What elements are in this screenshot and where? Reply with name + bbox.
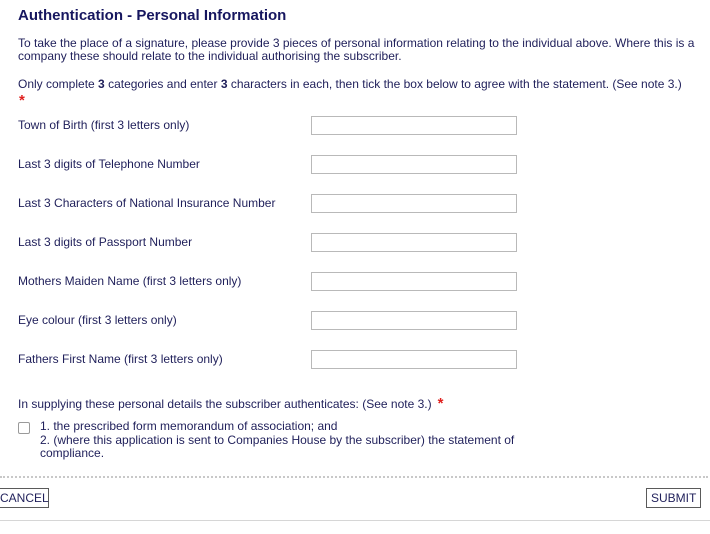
footer-divider: [0, 520, 710, 521]
field-national-insurance: [0, 194, 710, 214]
field-telephone: [0, 155, 710, 175]
town-of-birth-input[interactable]: [311, 116, 517, 135]
agreement-statement: [40, 420, 540, 461]
national-insurance-input[interactable]: [311, 194, 517, 213]
field-passport: [0, 233, 710, 253]
instruction-count-characters: 3: [220, 77, 228, 91]
instruction-part-1: Only complete: [18, 77, 99, 91]
statement-line-1: 1. the prescribed form memorandum of association; and: [40, 419, 338, 433]
field-label: Last 3 digits of Passport Number: [18, 235, 193, 249]
field-fathers-first-name: [0, 350, 710, 370]
field-label: Last 3 Characters of National Insurance Number: [18, 196, 276, 210]
field-mothers-maiden-name: [0, 272, 710, 292]
field-town-of-birth: [0, 116, 710, 136]
fathers-first-name-input[interactable]: [311, 350, 517, 369]
instruction-part-3: characters in each, then tick the box below to agree with the statement. (See note 3.): [227, 77, 682, 91]
field-label: Town of Birth (first 3 letters only): [18, 118, 190, 132]
required-marker: *: [19, 92, 25, 109]
eye-colour-input[interactable]: [311, 311, 517, 330]
section-divider: [0, 476, 708, 478]
field-eye-colour: [0, 311, 710, 331]
statement-line-2: 2. (where this application is sent to Companies House by the subscriber) the statement of compliance.: [40, 432, 515, 460]
required-marker: *: [437, 395, 444, 412]
field-label: Fathers First Name (first 3 letters only): [18, 352, 223, 366]
agree-checkbox[interactable]: [18, 422, 30, 434]
passport-digits-input[interactable]: [311, 233, 517, 252]
field-label: Mothers Maiden Name (first 3 letters only): [18, 274, 242, 288]
field-label: Eye colour (first 3 letters only): [18, 313, 177, 327]
section-title: Authentication - Personal Information: [18, 7, 287, 24]
intro-text: To take the place of a signature, please provide 3 pieces of personal information relating to the individual above. Where this is a company these should relate to the individual authorising the subscriber.: [18, 36, 695, 63]
authenticates-prompt: [18, 395, 443, 412]
cancel-button[interactable]: CANCEL: [0, 488, 49, 508]
authenticates-text: In supplying these personal details the subscriber authenticates: (See note 3.): [18, 397, 432, 411]
instruction-count-categories: 3: [98, 77, 105, 91]
submit-button[interactable]: SUBMIT: [646, 488, 701, 508]
instruction-part-2: categories and enter: [104, 77, 221, 91]
mothers-maiden-name-input[interactable]: [311, 272, 517, 291]
field-label: Last 3 digits of Telephone Number: [18, 157, 200, 171]
instruction-text: [18, 77, 708, 91]
telephone-digits-input[interactable]: [311, 155, 517, 174]
